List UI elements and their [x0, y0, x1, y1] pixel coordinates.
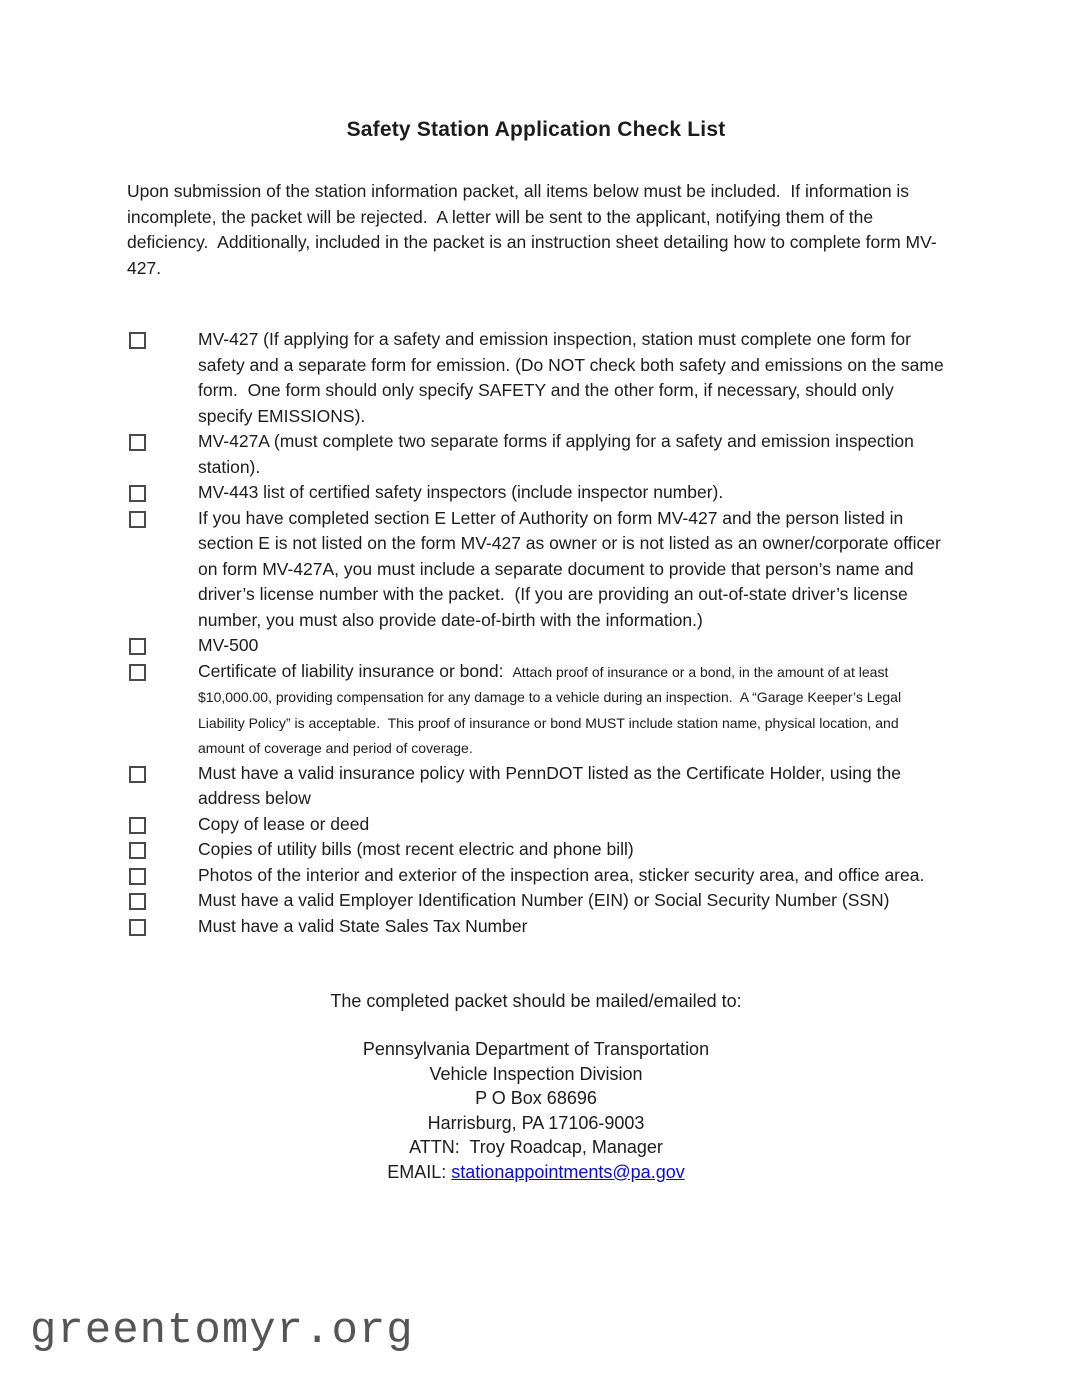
address-line-city: Harrisburg, PA 17106-9003 [427, 1112, 645, 1133]
checklist-item-text: MV-500 [198, 635, 259, 655]
checklist-item-text: MV-443 list of certified safety inspectors (include inspector number). [198, 482, 724, 502]
mailing-address [127, 1037, 945, 1184]
checkbox[interactable] [129, 817, 146, 834]
document-content [127, 118, 949, 1184]
checklist-item-sales-tax [127, 914, 945, 940]
address-line-pobox: P O Box 68696 [475, 1088, 597, 1108]
checkbox[interactable] [129, 919, 146, 936]
page-title: Safety Station Application Check List [346, 118, 726, 141]
checklist-item-text: MV-427 (If applying for a safety and emission inspection, station must complete one form for safety and a separate form for emission. (Do NOT check both safety and emissions on the same form. One form should only specify SAFETY and the other form, if necessary, should only specify EMISSIONS). [198, 329, 949, 426]
checkbox[interactable] [129, 766, 146, 783]
address-line-department: Pennsylvania Department of Transportation [362, 1039, 710, 1059]
checkbox[interactable] [129, 485, 146, 502]
checklist-item-letter-of-authority [127, 506, 945, 634]
checklist-item-lead-text: Certificate of liability insurance or bond: [198, 660, 504, 681]
address-line-division: Vehicle Inspection Division [429, 1063, 643, 1084]
checklist-item-mv427a [127, 429, 945, 480]
checklist-item-lease-deed [127, 812, 945, 838]
intro-paragraph: Upon submission of the station information packet, all items below must be included. If information is incomplete, the packet will be rejected. A letter will be sent to the applicant, notifying them of the deficiency. Additionally, included in the packet is an instruction sheet detailing how to complete form MV-427. [127, 181, 937, 278]
checklist-item-mv500 [127, 633, 945, 659]
checkbox[interactable] [129, 638, 146, 655]
checklist-item-text: Must have a valid insurance policy with PennDOT listed as the Certificate Holder, using the address below [198, 762, 906, 808]
checklist-item-mv443 [127, 480, 945, 506]
mailing-instructions: The completed packet should be mailed/emailed to: [330, 991, 742, 1011]
checklist-item-text: MV-427A (must complete two separate forms if applying for a safety and emission inspection station). [198, 431, 919, 477]
email-link[interactable]: stationappointments@pa.gov [451, 1161, 685, 1182]
watermark: greentomyr.org [30, 1306, 414, 1356]
checkbox[interactable] [129, 868, 146, 885]
checklist-item-text: Copy of lease or deed [198, 813, 370, 834]
checklist-item-text: Must have a valid State Sales Tax Number [198, 915, 528, 936]
checkbox[interactable] [129, 332, 146, 349]
checklist-item-mv427 [127, 327, 949, 429]
checkbox[interactable] [129, 511, 146, 528]
checklist-item-insurance-certificate [127, 659, 945, 761]
checkbox[interactable] [129, 664, 146, 681]
checklist-item-text: Photos of the interior and exterior of the inspection area, sticker security area, and office area. [198, 864, 925, 885]
checklist-item-photos [127, 863, 945, 889]
checklist [127, 327, 949, 939]
email-line [127, 1160, 945, 1185]
address-line-attn: ATTN: Troy Roadcap, Manager [409, 1137, 663, 1157]
checklist-item-utility-bills [127, 837, 945, 863]
checklist-item-detail-text: Attach proof of insurance or a bond, in the amount of at least $10,000.00, providing compensation for any damage to a vehicle during an inspection. A “Garage Keeper’s Legal Liability Policy” is acceptable. This proof of insurance or bond MUST include station name, physical location, and amount of coverage and period of coverage. [198, 663, 905, 756]
checkbox[interactable] [129, 842, 146, 859]
checkbox[interactable] [129, 434, 146, 451]
checklist-item-text: Copies of utility bills (most recent electric and phone bill) [198, 839, 634, 859]
checklist-item-penndot-policy [127, 761, 945, 812]
checklist-item-text: If you have completed section E Letter of Authority on form MV-427 and the person listed in section E is not listed on the form MV-427 as owner or is not listed as an owner/corporate officer on form MV-427A, you must include a separate document to provide that person’s name and driver’s license number with the packet. (If you are providing an out-of-state driver’s license number, you must also provide date-of-birth with the information.) [198, 507, 946, 630]
checkbox[interactable] [129, 893, 146, 910]
email-label: EMAIL: [387, 1161, 452, 1182]
checklist-item-ein-ssn [127, 888, 945, 914]
checklist-item-text: Must have a valid Employer Identification Number (EIN) or Social Security Number (SSN) [198, 890, 890, 910]
checklist-item-text [198, 659, 945, 761]
